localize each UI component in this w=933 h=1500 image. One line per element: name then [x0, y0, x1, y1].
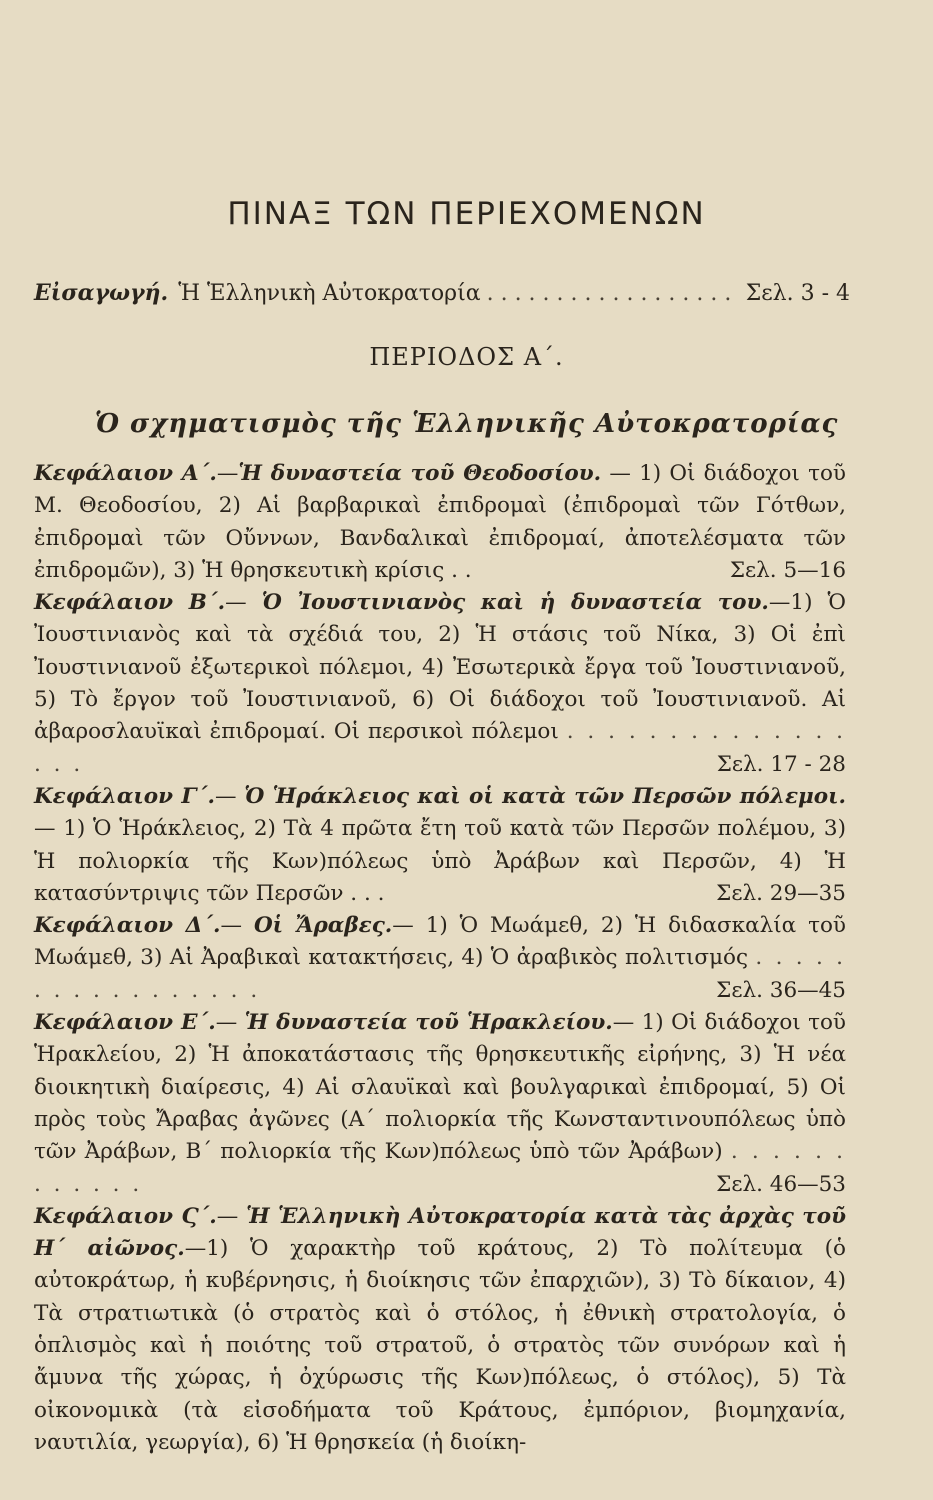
chapter-label: Κεφάλαιον Γ΄. [34, 783, 215, 809]
section-title: Ὁ σχηματισμὸς τῆς Ἑλληνικῆς Αὐτοκρατορίας [94, 409, 839, 439]
chapter-title: Ὁ Ἡράκλειος καὶ οἱ κατὰ τῶν Περσῶν πόλεμοι. [244, 783, 846, 809]
leader-dots: . . . . . . . . . . . . . . . . . [34, 945, 846, 1003]
chapter-entry: Κεφάλαιον Ϛ΄.— Ἡ Ἑλληνικὴ Αὐτοκρατορία κατὰ τὰς ἀρχὰς τοῦ Η΄ αἰῶνος.—1) Ὁ χαρακτὴρ τοῦ κράτους, 2) Τὸ πολίτευμα (ὁ αὐτοκράτωρ, ἡ κυβέρνησις, ἡ διοίκησις τῶν ἐπαρχιῶν), 3) Τὸ δίκαιον, 4) Τὰ στρατιωτικὰ (ὁ στρατὸς καὶ ὁ στόλος, ἡ ἐθνικὴ στρατολογία, ὁ ὁπλισμὸς καὶ ἡ ποιότης τοῦ στρατοῦ, ὁ στρατὸς τῶν συνόρων καὶ ἡ ἄμυνα τῆς χώρας, ἡ ὀχύρωσις τῆς Κων)πόλεως, ὁ στόλος), 5) Τὰ οἰκονομικὰ (τὰ εἰσοδήματα τοῦ Κράτους, ἐμπόριον, βιομηχανία, ναυτιλία, γεωργία), 6) Ἡ θρησκεία (ἡ διοίκη- [34, 1203, 846, 1455]
chapter-entry: Κεφάλαιον Ε΄.— Ἡ δυναστεία τοῦ Ἡρακλείου.— 1) Οἱ διάδοχοι τοῦ Ἡρακλείου, 2) Ἡ ἀποκατάστασις τῆς θρησκευτικῆς εἰρήνης, 3) Ἡ νέα διοικητικὴ διαίρεσις, 4) Αἱ σλαυϊκαὶ καὶ βουλγαρικαὶ ἐπιδρομαί, 5) Οἱ πρὸς τοὺς Ἄραβας ἀγῶνες (Α΄ πολιορκία τῆς Κωνσταντινουπόλεως ὑπὸ τῶν Ἀράβων, Β΄ πολιορκία τῆς Κων)πόλεως ὑπὸ τῶν Ἀράβων) . . . . . . . . . . . . Σελ. 46—53 [34, 1007, 846, 1201]
chapter-pages: Σελ. 36—45 [716, 977, 846, 1003]
chapter-list [34, 458, 846, 1459]
chapter-label: Κεφάλαιον Α΄. [34, 461, 217, 486]
page-title: ΠΙΝΑΞ ΤΩΝ ΠΕΡΙΕΧΟΜΕΝΩΝ [227, 196, 706, 232]
leader-dots: . . . . . . . . . . . . . . . . . [34, 719, 847, 777]
chapter-title: Ἡ δυναστεία τοῦ Θεοδοσίου. [238, 461, 602, 486]
chapter-entry: Κεφάλαιον Γ΄.— Ὁ Ἡράκλειος καὶ οἱ κατὰ τῶν Περσῶν πόλεμοι.— 1) Ὁ Ἡράκλειος, 2) Τὰ 4 πρῶτα ἔτη τοῦ κατὰ τῶν Περσῶν πολέμου, 3) Ἡ πολιορκία τῆς Κων)πόλεως ὑπὸ Ἀράβων καὶ Περσῶν, 4) Ἡ κατασύντριψις τῶν Περσῶν . . . Σελ. 29—35 [34, 781, 846, 910]
chapter-label: Κεφάλαιον Δ΄. [34, 913, 221, 939]
introduction-text: Ἡ Ἑλληνικὴ Αὐτοκρατορία [178, 281, 481, 306]
chapter-body: — 1) Οἱ διάδοχοι τοῦ Ἡρακλείου, 2) Ἡ ἀποκατάστασις τῆς θρησκευτικῆς εἰρήνης, 3) Ἡ νέα διοικητικὴ διαίρεσις, 4) Αἱ σλαυϊκαὶ καὶ βουλγαρικαὶ ἐπιδρομαί, 5) Οἱ πρὸς τοὺς Ἄραβας ἀγῶνες (Α΄ πολιορκία τῆς Κωνσταντινουπόλεως ὑπὸ τῶν Ἀράβων, Β΄ πολιορκία τῆς Κων)πόλεως ὑπὸ τῶν Ἀράβων) [34, 1010, 846, 1165]
chapter-pages: Σελ. 46—53 [716, 1171, 846, 1197]
chapter-body: — 1) Ὁ Μωάμεθ, 2) Ἡ διδασκαλία τοῦ Μωάμεθ, 3) Αἱ Ἀραβικαὶ κατακτήσεις, 4) Ὁ ἀραβικὸς πολιτισμός [34, 913, 846, 971]
chapter-title: Οἱ Ἄραβες. [253, 913, 393, 939]
chapter-body: — 1) Ὁ Ἡράκλειος, 2) Τὰ 4 πρῶτα ἔτη τοῦ κατὰ τῶν Περσῶν πολέμου, 3) Ἡ πολιορκία τῆς Κων)πόλεως ὑπὸ Ἀράβων καὶ Περσῶν, 4) Ἡ κατασύντριψις τῶν Περσῶν . . . [34, 816, 846, 906]
chapter-label: Κεφάλαιον Ϛ΄. [34, 1203, 217, 1229]
chapter-label: Κεφάλαιον Β΄. [34, 590, 226, 616]
period-heading: ΠΕΡΙΟΔΟΣ Α΄. [369, 343, 564, 371]
chapter-label: Κεφάλαιον Ε΄. [34, 1010, 216, 1036]
chapter-pages: Σελ. 29—35 [716, 880, 846, 906]
chapter-body: — 1) Οἱ διάδοχοι τοῦ Μ. Θεοδοσίου, 2) Αἱ βαρβαρικαὶ ἐπιδρομαὶ (ἐπιδρομαὶ τῶν Γότθων, ἐπιδρομαὶ τῶν Οὔννων, Βανδαλικαὶ ἐπιδρομαί, ἀποτελέσματα τῶν ἐπιδρομῶν), 3) Ἡ θρησκευτικὴ κρίσις . . [34, 461, 846, 583]
introduction-entry [34, 280, 850, 306]
chapter-title: Ἡ δυναστεία τοῦ Ἡρακλείου. [244, 1010, 613, 1036]
leader-dots [487, 281, 740, 306]
chapter-body: —1) Ὁ χαρακτὴρ τοῦ κράτους, 2) Τὸ πολίτευμα (ὁ αὐτοκράτωρ, ἡ κυβέρνησις, ἡ διοίκησις τῶν ἐπαρχιῶν), 3) Τὸ δίκαιον, 4) Τὰ στρατιωτικὰ (ὁ στρατὸς καὶ ὁ στόλος, ἡ ἐθνικὴ στρατολογία, ὁ ὁπλισμὸς καὶ ἡ ποιότης τοῦ στρατοῦ, ὁ στρατὸς τῶν συνόρων καὶ ἡ ἄμυνα τῆς χώρας, ἡ ὀχύρωσις τῆς Κων)πόλεως, ὁ στόλος), 5) Τὰ οἰκονομικὰ (τὰ εἰσοδήματα τοῦ Κράτους, ἐμπόριον, βιομηχανία, ναυτιλία, γεωργία), 6) Ἡ θρησκεία (ἡ διοίκη- [34, 1236, 846, 1455]
introduction-label: Εἰσαγωγή. [34, 280, 169, 306]
chapter-pages: Σελ. 5—16 [729, 557, 846, 583]
chapter-body: —1) Ὁ Ἰουστινιανὸς καὶ τὰ σχέδιά του, 2) Ἡ στάσις τοῦ Νίκα, 3) Οἱ ἐπὶ Ἰουστινιανοῦ ἐξωτερικοὶ πόλεμοι, 4) Ἐσωτερικὰ ἔργα τοῦ Ἰουστινιανοῦ, 5) Τὸ ἔργον τοῦ Ἰουστινιανοῦ, 6) Οἱ διάδοχοι τοῦ Ἰουστινιανοῦ. Αἱ ἀβαροσλαυϊκαὶ ἐπιδρομαί. Οἱ περσικοὶ πόλεμοι [34, 590, 846, 745]
chapter-entry: Κεφάλαιον Α΄.—Ἡ δυναστεία τοῦ Θεοδοσίου. — 1) Οἱ διάδοχοι τοῦ Μ. Θεοδοσίου, 2) Αἱ βαρβαρικαὶ ἐπιδρομαὶ (ἐπιδρομαὶ τῶν Γότθων, ἐπιδρομαὶ τῶν Οὔννων, Βανδαλικαὶ ἐπιδρομαί, ἀποτελέσματα τῶν ἐπιδρομῶν), 3) Ἡ θρησκευτικὴ κρίσις . . Σελ. 5—16 [34, 458, 846, 587]
chapter-title: Ἡ Ἑλληνικὴ Αὐτοκρατορία κατὰ τὰς ἀρχὰς τοῦ Η΄ αἰῶνος. [34, 1203, 846, 1262]
chapter-title: Ὁ Ἰουστινιανὸς καὶ ἡ δυναστεία του. [261, 590, 769, 616]
chapter-entry: Κεφάλαιον Δ΄.— Οἱ Ἄραβες.— 1) Ὁ Μωάμεθ, 2) Ἡ διδασκαλία τοῦ Μωάμεθ, 3) Αἱ Ἀραβικαὶ κατακτήσεις, 4) Ὁ ἀραβικὸς πολιτισμός . . . . . . . . . . . . . . . . . Σελ. 36—45 [34, 910, 846, 1007]
chapter-pages: Σελ. 17 - 28 [716, 751, 846, 777]
chapter-entry: Κεφάλαιον Β΄.— Ὁ Ἰουστινιανὸς καὶ ἡ δυναστεία του.—1) Ὁ Ἰουστινιανὸς καὶ τὰ σχέδιά του, 2) Ἡ στάσις τοῦ Νίκα, 3) Οἱ ἐπὶ Ἰουστινιανοῦ ἐξωτερικοὶ πόλεμοι, 4) Ἐσωτερικὰ ἔργα τοῦ Ἰουστινιανοῦ, 5) Τὸ ἔργον τοῦ Ἰουστινιανοῦ, 6) Οἱ διάδοχοι τοῦ Ἰουστινιανοῦ. Αἱ ἀβαροσλαυϊκαὶ ἐπιδρομαί. Οἱ περσικοὶ πόλεμοι . . . . . . . . . . . . . . . . . Σελ. 17 - 28 [34, 587, 846, 781]
introduction-pages: Σελ. 3 - 4 [745, 281, 850, 306]
leader-dots: . . . . . . . . . . . . [34, 1139, 846, 1197]
